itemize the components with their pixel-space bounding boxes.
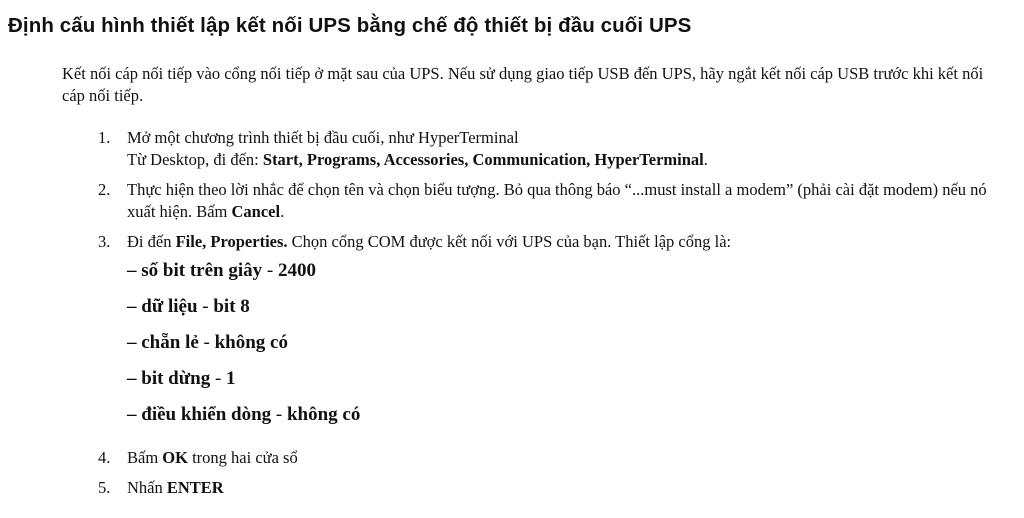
step-1-line2: Từ Desktop, đi đến: Start, Programs, Accessories, Communication, HyperTerminal. bbox=[127, 150, 708, 169]
step-5 bbox=[62, 477, 992, 499]
step-5-text: Nhấn ENTER bbox=[127, 478, 224, 497]
step-number: 3. bbox=[98, 232, 111, 251]
setting-stop-bits: – bit dừng - 1 bbox=[127, 368, 236, 389]
step-number: 5. bbox=[98, 478, 111, 497]
steps-list bbox=[62, 127, 992, 507]
step-number: 4. bbox=[98, 448, 111, 467]
step-4-text: Bấm OK trong hai cửa sổ bbox=[127, 448, 298, 467]
step-3 bbox=[62, 231, 992, 439]
setting-data-bits: – dữ liệu - bit 8 bbox=[127, 296, 250, 317]
setting-flow-control: – điều khiển dòng - không có bbox=[127, 404, 361, 425]
enter-label: ENTER bbox=[166, 478, 224, 497]
step-2-text: Thực hiện theo lời nhắc để chọn tên và chọn biểu tượng. Bỏ qua thông báo “...must install a modem” (phải cài đặt modem) nếu nó xuất hiện. Bấm Cancel. bbox=[127, 180, 987, 221]
port-settings-list bbox=[127, 259, 992, 427]
ok-label: OK bbox=[162, 448, 188, 467]
file-properties-label: File, Properties. bbox=[175, 232, 288, 251]
intro-paragraph: Kết nối cáp nối tiếp vào cổng nối tiếp ở mặt sau của UPS. Nếu sử dụng giao tiếp USB đến UPS, hãy ngắt kết nối cáp USB trước khi kết nối cáp nối tiếp. bbox=[62, 64, 984, 105]
step-number: 2. bbox=[98, 180, 111, 199]
step-1-line1: Mở một chương trình thiết bị đầu cuối, như HyperTerminal bbox=[127, 128, 519, 147]
setting-bits-per-second: – số bit trên giây - 2400 bbox=[127, 260, 316, 281]
step-3-text: Đi đến File, Properties. Chọn cổng COM được kết nối với UPS của bạn. Thiết lập cổng là: bbox=[127, 232, 732, 251]
cancel-label: Cancel bbox=[231, 202, 281, 221]
step-number: 1. bbox=[98, 128, 111, 147]
step-4 bbox=[62, 447, 992, 469]
step-2 bbox=[62, 179, 992, 223]
menu-path: Start, Programs, Accessories, Communication, HyperTerminal bbox=[262, 150, 704, 169]
setting-parity: – chẵn lẻ - không có bbox=[127, 332, 288, 353]
step-1 bbox=[62, 127, 992, 171]
page-title: Định cấu hình thiết lập kết nối UPS bằng chế độ thiết bị đầu cuối UPS bbox=[8, 14, 692, 37]
